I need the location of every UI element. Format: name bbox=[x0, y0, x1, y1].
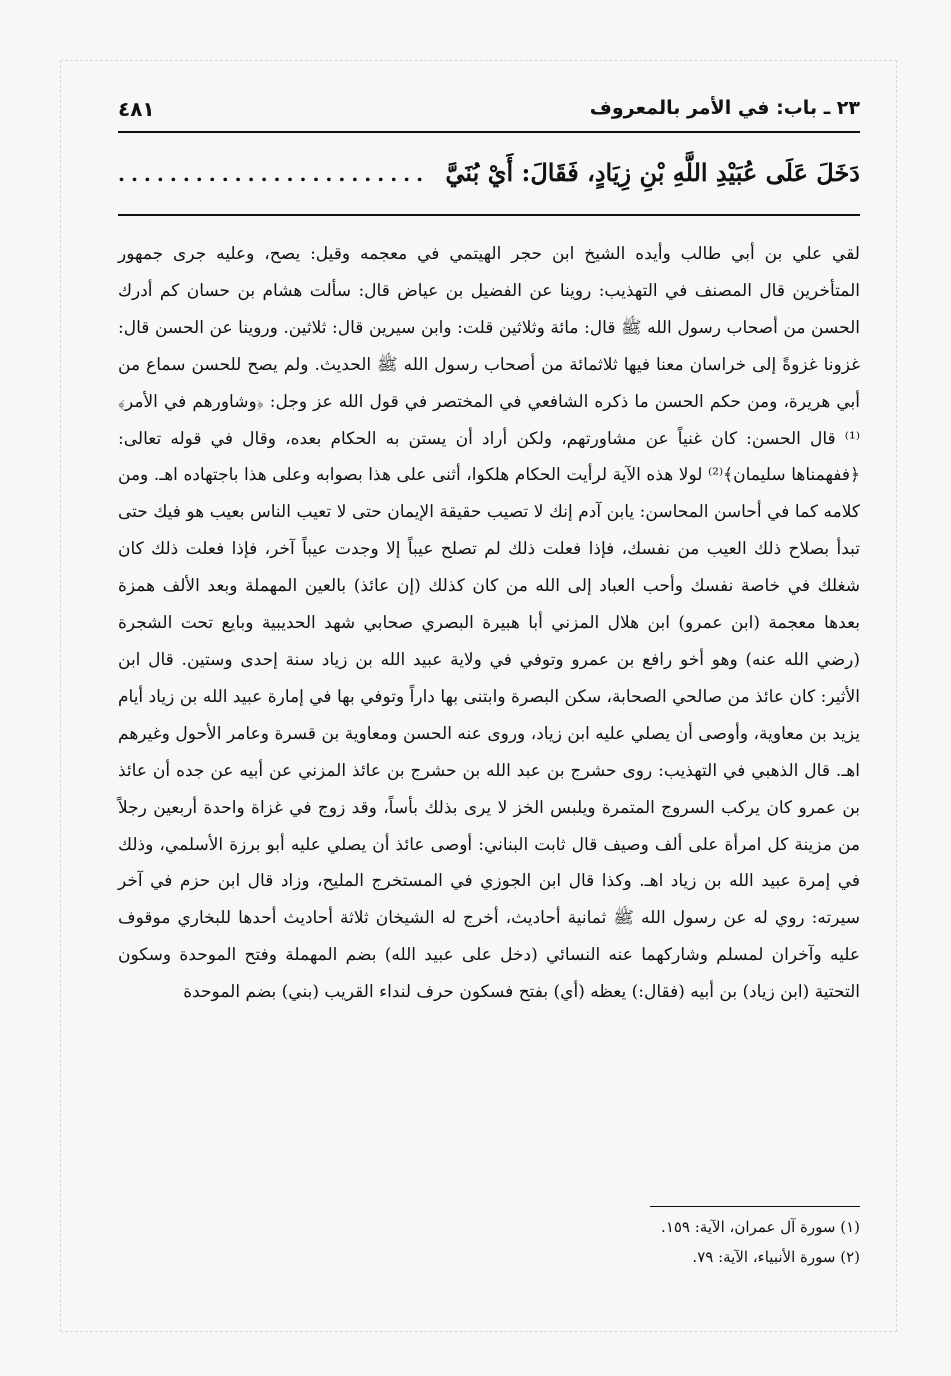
commentary-text bbox=[118, 236, 860, 1011]
footnote-rule bbox=[650, 1206, 860, 1207]
footnotes bbox=[118, 1212, 860, 1272]
excerpt-rule bbox=[118, 214, 860, 216]
running-title: ٢٣ ـ باب: في الأمر بالمعروف bbox=[589, 97, 860, 119]
footnote-1: (١) سورة آل عمران، الآية: ١٥٩. bbox=[661, 1218, 860, 1236]
hadith-text: دَخَلَ عَلَى عُبَيْدِ اللَّهِ بْنِ زِيَادٍ، فَقَالَ: أَيْ بُنَيَّ bbox=[445, 158, 860, 187]
footnote-2: (٢) سورة الأنبياء، الآية: ٧٩. bbox=[692, 1248, 860, 1266]
page-number: ٤٨١ bbox=[118, 97, 155, 121]
commentary-paragraph: لقي علي بن أبي طالب وأيده الشيخ ابن حجر الهيتمي في معجمه وقيل: يصح، وعليه جرى جمهور المتأخرين قال المصنف في التهذيب: روينا عن الفضيل بن عياض قال: سألت هشام بن حسان كم أدرك الحسن من أصحاب رسول الله ﷺ قال: مائة وثلاثين قلت: وابن سيرين قال: ثلاثين. وروينا عن الحسن قال: غزونا غزوةً إلى خراسان معنا فيها ثلاثمائة من أصحاب رسول الله ﷺ الحديث. ولم يصح للحسن سماع من أبي هريرة، ومن حكم الحسن ما ذكره الشافعي في المختصر في قول الله عز وجل: ﴿وشاورهم في الأمر﴾⁽¹⁾ قال الحسن: كان غنياً عن مشاورتهم، ولكن أراد أن يستن به الحكام بعده، وقال في قوله تعالى: ﴿ففهمناها سليمان﴾⁽²⁾ لولا هذه الآية لرأيت الحكام هلكوا، أثنى على هذا بصوابه وعلى هذا باجتهاده اهـ. ومن كلامه كما في أحاسن المحاسن: يابن آدم إنك لا تصيب حقيقة الإيمان حتى لا تعيب الناس بعيب هو فيك حتى تبدأ بصلاح ذلك العيب من نفسك، فإذا فعلت ذلك لم تصلح عيباً إلا وجدت عيباً آخر، فإذا فعلت ذلك كان شغلك في خاصة نفسك وأحب العباد إلى الله من كان كذلك (إن عائذ) بالعين المهملة وبعد الألف همزة بعدها معجمة (ابن عمرو) ابن هلال المزني أبا هبيرة البصري صحابي شهد الحديبية وبايع تحت الشجرة (رضي الله عنه) وهو أخو رافع بن عمرو وتوفي في ولاية عبيد الله بن زياد سنة إحدى وستين. قال ابن الأثير: كان عائذ من صالحي الصحابة، سكن البصرة وابتنى بها داراً وتوفي بها في إمارة عبيد الله بن زياد أيام يزيد بن معاوية، وأوصى أن يصلي عليه ابن زياد، وروى عنه الحسن ومعاوية بن قسرة وعامر الأحول وغيرهم اهـ. قال الذهبي في التهذيب: روى حشرج بن عبد الله بن حشرج بن عائذ المزني عن أبيه عن جده أن عائذ بن عمرو كان يركب السروج المتمرة ويلبس الخز لا يرى بذلك بأساً، وقد زوج في غزاة واحدة أربعين رجلاً من مزينة كل امرأة على ألف وصيف قال ثابت البناني: أوصى عائذ أن يصلي عليه أبو برزة الأسلمي، وذلك في إمرة عبيد الله بن زياد اهـ. وكذا قال ابن الجوزي في المستخرج المليح، وزاد قال ابن حزم في آخر سيرته: روي له عن رسول الله ﷺ ثمانية أحاديث، أخرج له الشيخان ثلاثة أحاديث أحدها للبخاري موقوف عليه وآخران لمسلم وشاركهما عنه النسائي (دخل على عبيد الله) بضم المهملة وفتح الموحدة وسكون التحتية (ابن زياد) بن أبيه (فقال:) يعظه (أي) بفتح فسكون حرف لنداء القريب (بني) بضم الموحدة bbox=[118, 244, 860, 1003]
ellipsis-dots: ........................ bbox=[118, 162, 430, 186]
page-header bbox=[118, 95, 860, 135]
hadith-excerpt bbox=[118, 150, 860, 200]
header-rule bbox=[118, 131, 860, 133]
